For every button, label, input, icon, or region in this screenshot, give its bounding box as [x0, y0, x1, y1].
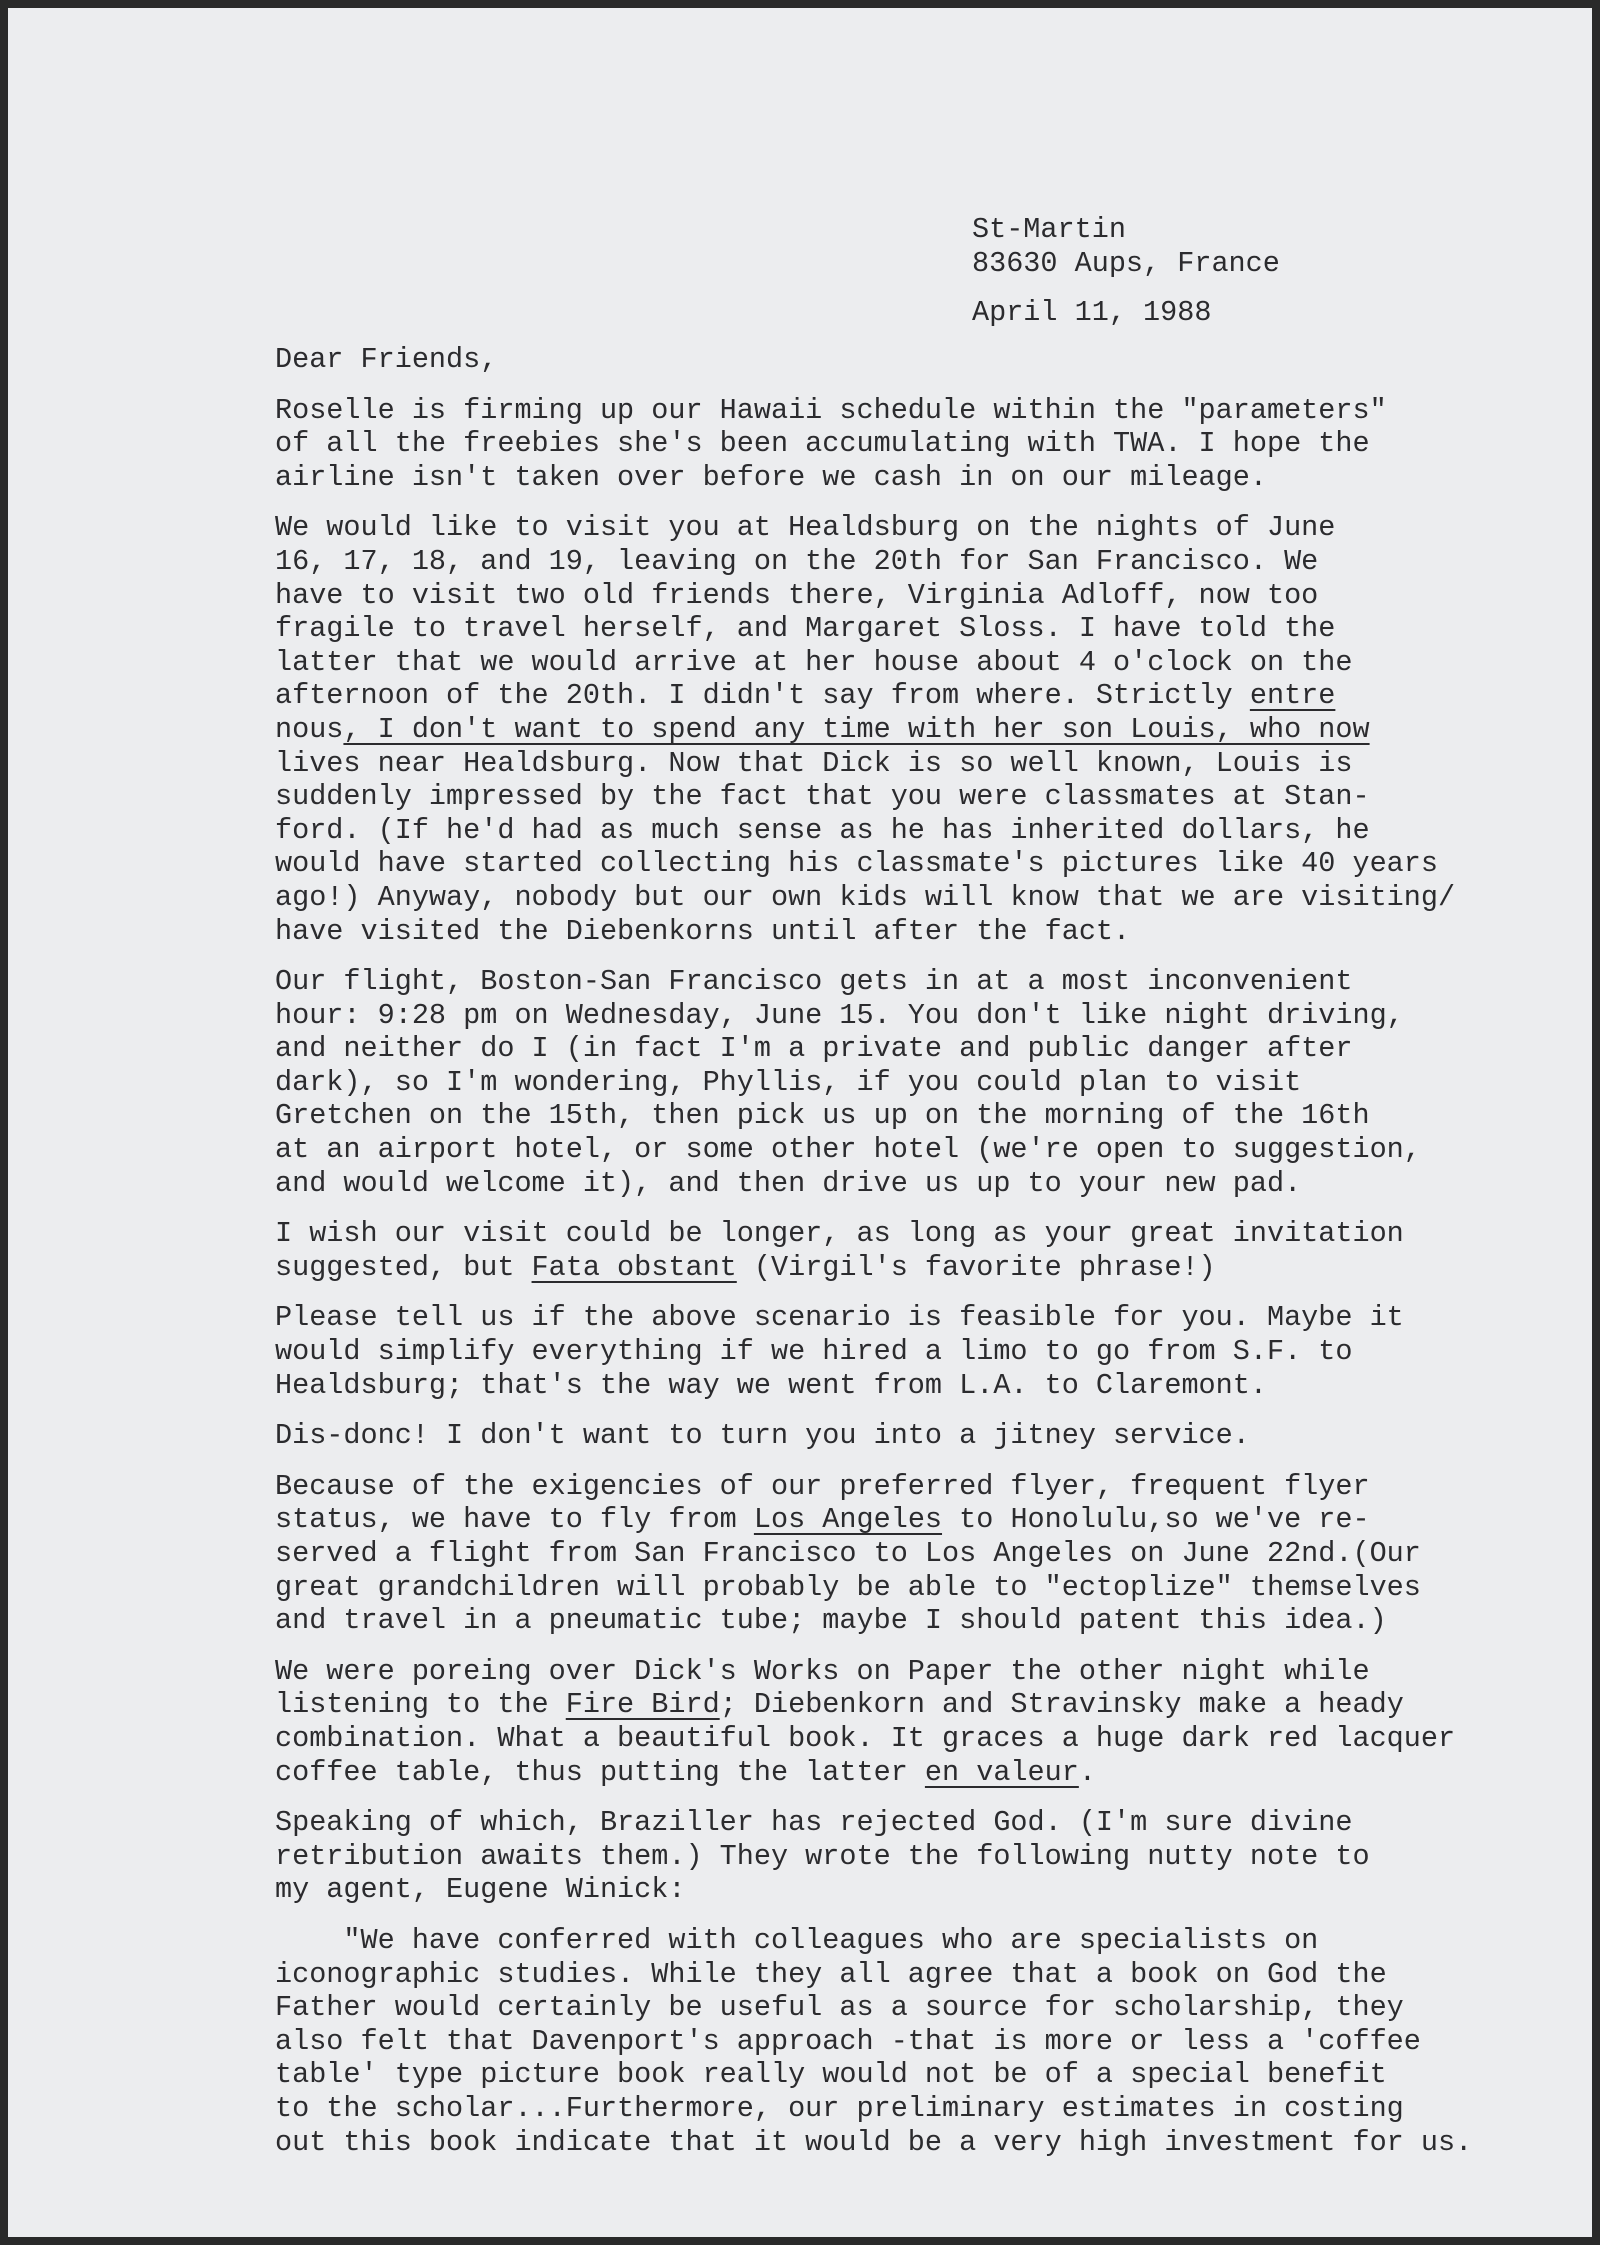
text-line	[275, 1806, 1595, 1840]
text-segment: suggested, but	[275, 1250, 532, 1284]
text-segment: at an airport hotel, or some other hotel (we're open to suggestion,	[275, 1133, 1421, 1167]
text-line	[275, 1066, 1595, 1100]
text-line	[275, 1217, 1595, 1251]
text-segment: ago!) Anyway, nobody but our own kids will know that we are visiting/	[275, 880, 1456, 914]
text-line	[275, 713, 1595, 747]
underlined-phrase: Fata obstant	[531, 1250, 737, 1284]
text-line	[275, 1756, 1595, 1790]
text-segment: latter that we would arrive at her house about 4 o'clock on the	[275, 645, 1353, 679]
text-line	[275, 747, 1595, 781]
text-segment: dark), so I'm wondering, Phyllis, if you could plan to visit	[275, 1065, 1302, 1099]
paragraph	[275, 1301, 1595, 1402]
text-segment: great grandchildren will probably be able to "ectoplize" themselves	[275, 1570, 1421, 1604]
text-line	[275, 1419, 1595, 1453]
text-line	[275, 1301, 1595, 1335]
text-segment: Please tell us if the above scenario is feasible for you. Maybe it	[275, 1301, 1404, 1335]
text-line	[275, 2126, 1595, 2160]
text-segment: Speaking of which, Braziller has rejected God. (I'm sure divine	[275, 1806, 1353, 1840]
text-segment: 16, 17, 18, and 19, leaving on the 20th for San Francisco. We	[275, 544, 1319, 578]
text-segment: We would like to visit you at Healdsburg on the nights of June	[275, 511, 1336, 545]
text-segment: retribution awaits them.) They wrote the following nutty note to	[275, 1839, 1370, 1873]
underlined-phrase: en valeur	[924, 1755, 1079, 1789]
text-line	[275, 2025, 1595, 2059]
text-segment: Our flight, Boston-San Francisco gets in at a most inconvenient	[275, 965, 1353, 999]
text-segment: to the scholar...Furthermore, our preliminary estimates in costing	[275, 2091, 1404, 2125]
text-segment: afternoon of the 20th. I didn't say from where. Strictly	[275, 679, 1250, 713]
text-segment: iconographic studies. While they all agree that a book on God the	[275, 1957, 1387, 1991]
text-line	[275, 814, 1595, 848]
text-segment: have visited the Diebenkorns until after the fact.	[275, 914, 1131, 948]
paragraph	[275, 1470, 1595, 1638]
text-segment: Healdsburg; that's the way we went from L.A. to Claremont.	[275, 1368, 1267, 1402]
text-line	[275, 511, 1595, 545]
text-line	[275, 847, 1595, 881]
underlined-phrase: Fire Bird	[565, 1688, 720, 1722]
letter-body	[275, 343, 1595, 2176]
underlined-phrase: entre	[1249, 679, 1336, 713]
text-segment: have to visit two old friends there, Virginia Adloff, now too	[275, 578, 1319, 612]
text-line	[275, 1958, 1595, 1992]
text-line	[275, 1032, 1595, 1066]
underlined-phrase: , I don't want to spend any time with her son Louis, who now	[343, 712, 1370, 746]
text-segment: fragile to travel herself, and Margaret Sloss. I have told the	[275, 612, 1336, 646]
text-segment: status, we have to fly from	[275, 1503, 754, 1537]
paragraph	[275, 1419, 1595, 1453]
text-segment: coffee table, thus putting the latter	[275, 1755, 925, 1789]
text-segment: nous	[275, 712, 344, 746]
text-segment: also felt that Davenport's approach -that is more or less a 'coffee	[275, 2024, 1421, 2058]
text-line	[275, 1722, 1595, 1756]
text-line	[275, 915, 1595, 949]
text-line	[275, 1991, 1595, 2025]
text-segment: Father would certainly be useful as a source for scholarship, they	[275, 1991, 1404, 2025]
paragraph	[275, 1217, 1595, 1284]
text-line	[275, 780, 1595, 814]
text-segment: ; Diebenkorn and Stravinsky make a heady	[719, 1688, 1404, 1722]
text-line	[275, 461, 1595, 495]
text-segment: suddenly impressed by the fact that you were classmates at Stan-	[275, 780, 1370, 814]
text-line	[275, 1133, 1595, 1167]
text-line	[275, 1537, 1595, 1571]
text-line	[275, 965, 1595, 999]
text-segment: Dis-donc! I don't want to turn you into a jitney service.	[275, 1419, 1250, 1453]
address-line-2: 83630 Aups, France	[972, 247, 1280, 280]
letter-date: April 11, 1988	[972, 296, 1212, 329]
text-line	[275, 1470, 1595, 1504]
text-segment: out this book indicate that it would be a very high investment for us.	[275, 2125, 1473, 2159]
quoted-note	[275, 1924, 1595, 2159]
paragraph	[275, 394, 1595, 495]
text-line	[275, 545, 1595, 579]
paragraph	[275, 965, 1595, 1200]
text-line	[275, 1571, 1595, 1605]
address-line-1: St-Martin	[972, 213, 1126, 246]
text-segment: combination. What a beautiful book. It graces a huge dark red lacquer	[275, 1721, 1456, 1755]
text-line	[275, 1251, 1595, 1285]
text-segment: would have started collecting his classmate's pictures like 40 years	[275, 847, 1438, 881]
text-segment: Gretchen on the 15th, then pick us up on the morning of the 16th	[275, 1099, 1370, 1133]
text-segment: and would welcome it), and then drive us up to your new pad.	[275, 1166, 1302, 1200]
text-line	[275, 394, 1595, 428]
text-line	[275, 1335, 1595, 1369]
text-line	[275, 612, 1595, 646]
text-line	[275, 1503, 1595, 1537]
text-line	[275, 2058, 1595, 2092]
text-line	[275, 579, 1595, 613]
text-line	[275, 1688, 1595, 1722]
underlined-phrase: Los Angeles	[753, 1503, 943, 1537]
text-segment: and neither do I (in fact I'm a private and public danger after	[275, 1032, 1353, 1066]
text-line	[275, 1840, 1595, 1874]
text-segment: listening to the	[275, 1688, 566, 1722]
text-segment: "We have conferred with colleagues who are specialists on	[275, 1923, 1319, 1957]
text-line	[275, 679, 1595, 713]
text-segment: (Virgil's favorite phrase!)	[736, 1250, 1216, 1284]
text-segment: We were poreing over Dick's Works on Paper the other night while	[275, 1654, 1370, 1688]
text-segment: to Honolulu,so we've re-	[942, 1503, 1370, 1537]
text-segment: Roselle is firming up our Hawaii schedule within the "parameters"	[275, 393, 1387, 427]
text-segment: my agent, Eugene Winick:	[275, 1873, 686, 1907]
text-line	[275, 1873, 1595, 1907]
text-line	[275, 1369, 1595, 1403]
paragraph	[275, 511, 1595, 948]
text-line	[275, 646, 1595, 680]
text-segment: of all the freebies she's been accumulating with TWA. I hope the	[275, 427, 1370, 461]
text-segment: Because of the exigencies of our preferred flyer, frequent flyer	[275, 1469, 1370, 1503]
text-line	[275, 881, 1595, 915]
paragraph	[275, 1806, 1595, 1907]
text-segment: table' type picture book really would not be of a special benefit	[275, 2058, 1387, 2092]
text-segment: served a flight from San Francisco to Los Angeles on June 22nd.(Our	[275, 1537, 1421, 1570]
paragraph-container	[275, 394, 1595, 2160]
text-line	[275, 1924, 1595, 1958]
text-segment: .	[1078, 1755, 1096, 1789]
text-line	[275, 427, 1595, 461]
letter-page	[8, 8, 1592, 2237]
paragraph	[275, 1655, 1595, 1789]
salutation: Dear Friends,	[275, 343, 498, 376]
text-segment: lives near Healdsburg. Now that Dick is so well known, Louis is	[275, 746, 1353, 780]
text-line	[275, 1604, 1595, 1638]
text-line	[275, 1655, 1595, 1689]
text-segment: I wish our visit could be longer, as long as your great invitation	[275, 1217, 1404, 1251]
text-segment: hour: 9:28 pm on Wednesday, June 15. You don't like night driving,	[275, 998, 1404, 1032]
text-segment: would simplify everything if we hired a limo to go from S.F. to	[275, 1335, 1353, 1369]
text-line	[275, 1167, 1595, 1201]
text-line	[275, 2092, 1595, 2126]
text-segment: ford. (If he'd had as much sense as he has inherited dollars, he	[275, 813, 1370, 847]
text-segment: and travel in a pneumatic tube; maybe I should patent this idea.)	[275, 1604, 1387, 1638]
text-line	[275, 999, 1595, 1033]
text-segment: airline isn't taken over before we cash in on our mileage.	[275, 460, 1267, 494]
text-line	[275, 1099, 1595, 1133]
